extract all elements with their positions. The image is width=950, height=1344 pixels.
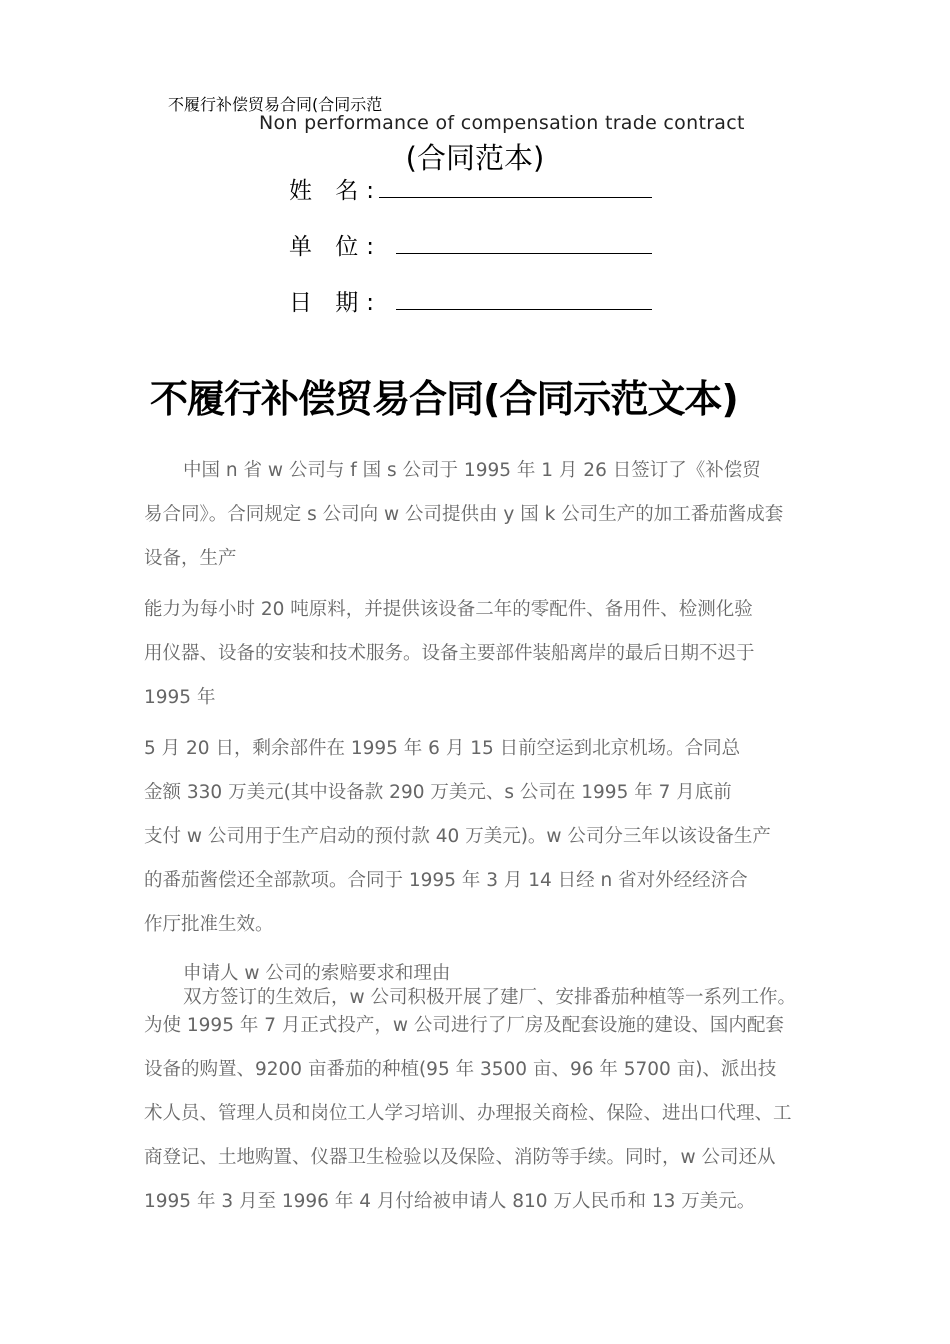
body-line: 1995 年: [144, 687, 216, 708]
header-english-title: Non performance of compensation trade contract: [259, 112, 745, 134]
body-line: 商登记、土地购置、仪器卫生检验以及保险、消防等手续。同时，w 公司还从: [144, 1147, 776, 1168]
unit-field-line[interactable]: [396, 253, 652, 254]
header-top-title: 不履行补偿贸易合同(合同示范: [168, 95, 383, 114]
date-field-line[interactable]: [396, 309, 652, 310]
unit-label: 单 位:: [289, 234, 383, 260]
body-line: 易合同》。合同规定 s 公司向 w 公司提供由 y 国 k 公司生产的加工番茄酱成套: [144, 504, 784, 525]
header-subtitle: (合同范本): [405, 141, 545, 175]
body-line: 的番茄酱偿还全部款项。合同于 1995 年 3 月 14 日经 n 省对外经经济合: [144, 870, 748, 891]
body-line: 中国 n 省 w 公司与 f 国 s 公司于 1995 年 1 月 26 日签订了《补偿贸: [183, 460, 761, 481]
body-line: 作厅批准生效。: [144, 914, 274, 935]
body-line: 能力为每小时 20 吨原料，并提供该设备二年的零配件、备用件、检测化验: [144, 599, 753, 620]
date-label: 日 期:: [289, 290, 383, 316]
section-heading: 申请人 w 公司的索赔要求和理由: [183, 963, 451, 984]
body-line: 为使 1995 年 7 月正式投产，w 公司进行了厂房及配套设施的建设、国内配套: [144, 1015, 784, 1036]
name-label: 姓 名:: [289, 178, 383, 204]
name-field-line[interactable]: [379, 197, 652, 198]
body-line: 用仪器、设备的安装和技术服务。设备主要部件装船离岸的最后日期不迟于: [144, 643, 755, 664]
body-line: 5 月 20 日，剩余部件在 1995 年 6 月 15 日前空运到北京机场。合同总: [144, 738, 741, 759]
body-line: 金额 330 万美元(其中设备款 290 万美元、s 公司在 1995 年 7 月底前: [144, 782, 732, 803]
body-line: 1995 年 3 月至 1996 年 4 月付给被申请人 810 万人民币和 13 万美元。: [144, 1191, 756, 1212]
body-line: 设备，生产: [144, 548, 237, 569]
body-line: 双方签订的生效后，w 公司积极开展了建厂、安排番茄种植等一系列工作。: [183, 987, 797, 1008]
body-line: 术人员、管理人员和岗位工人学习培训、办理报关商检、保险、进出口代理、工: [144, 1103, 792, 1124]
document-title: 不履行补偿贸易合同(合同示范文本): [150, 377, 738, 421]
body-line: 支付 w 公司用于生产启动的预付款 40 万美元)。w 公司分三年以该设备生产: [144, 826, 771, 847]
body-line: 设备的购置、9200 亩番茄的种植(95 年 3500 亩、96 年 5700 亩)、派出技: [144, 1059, 777, 1080]
